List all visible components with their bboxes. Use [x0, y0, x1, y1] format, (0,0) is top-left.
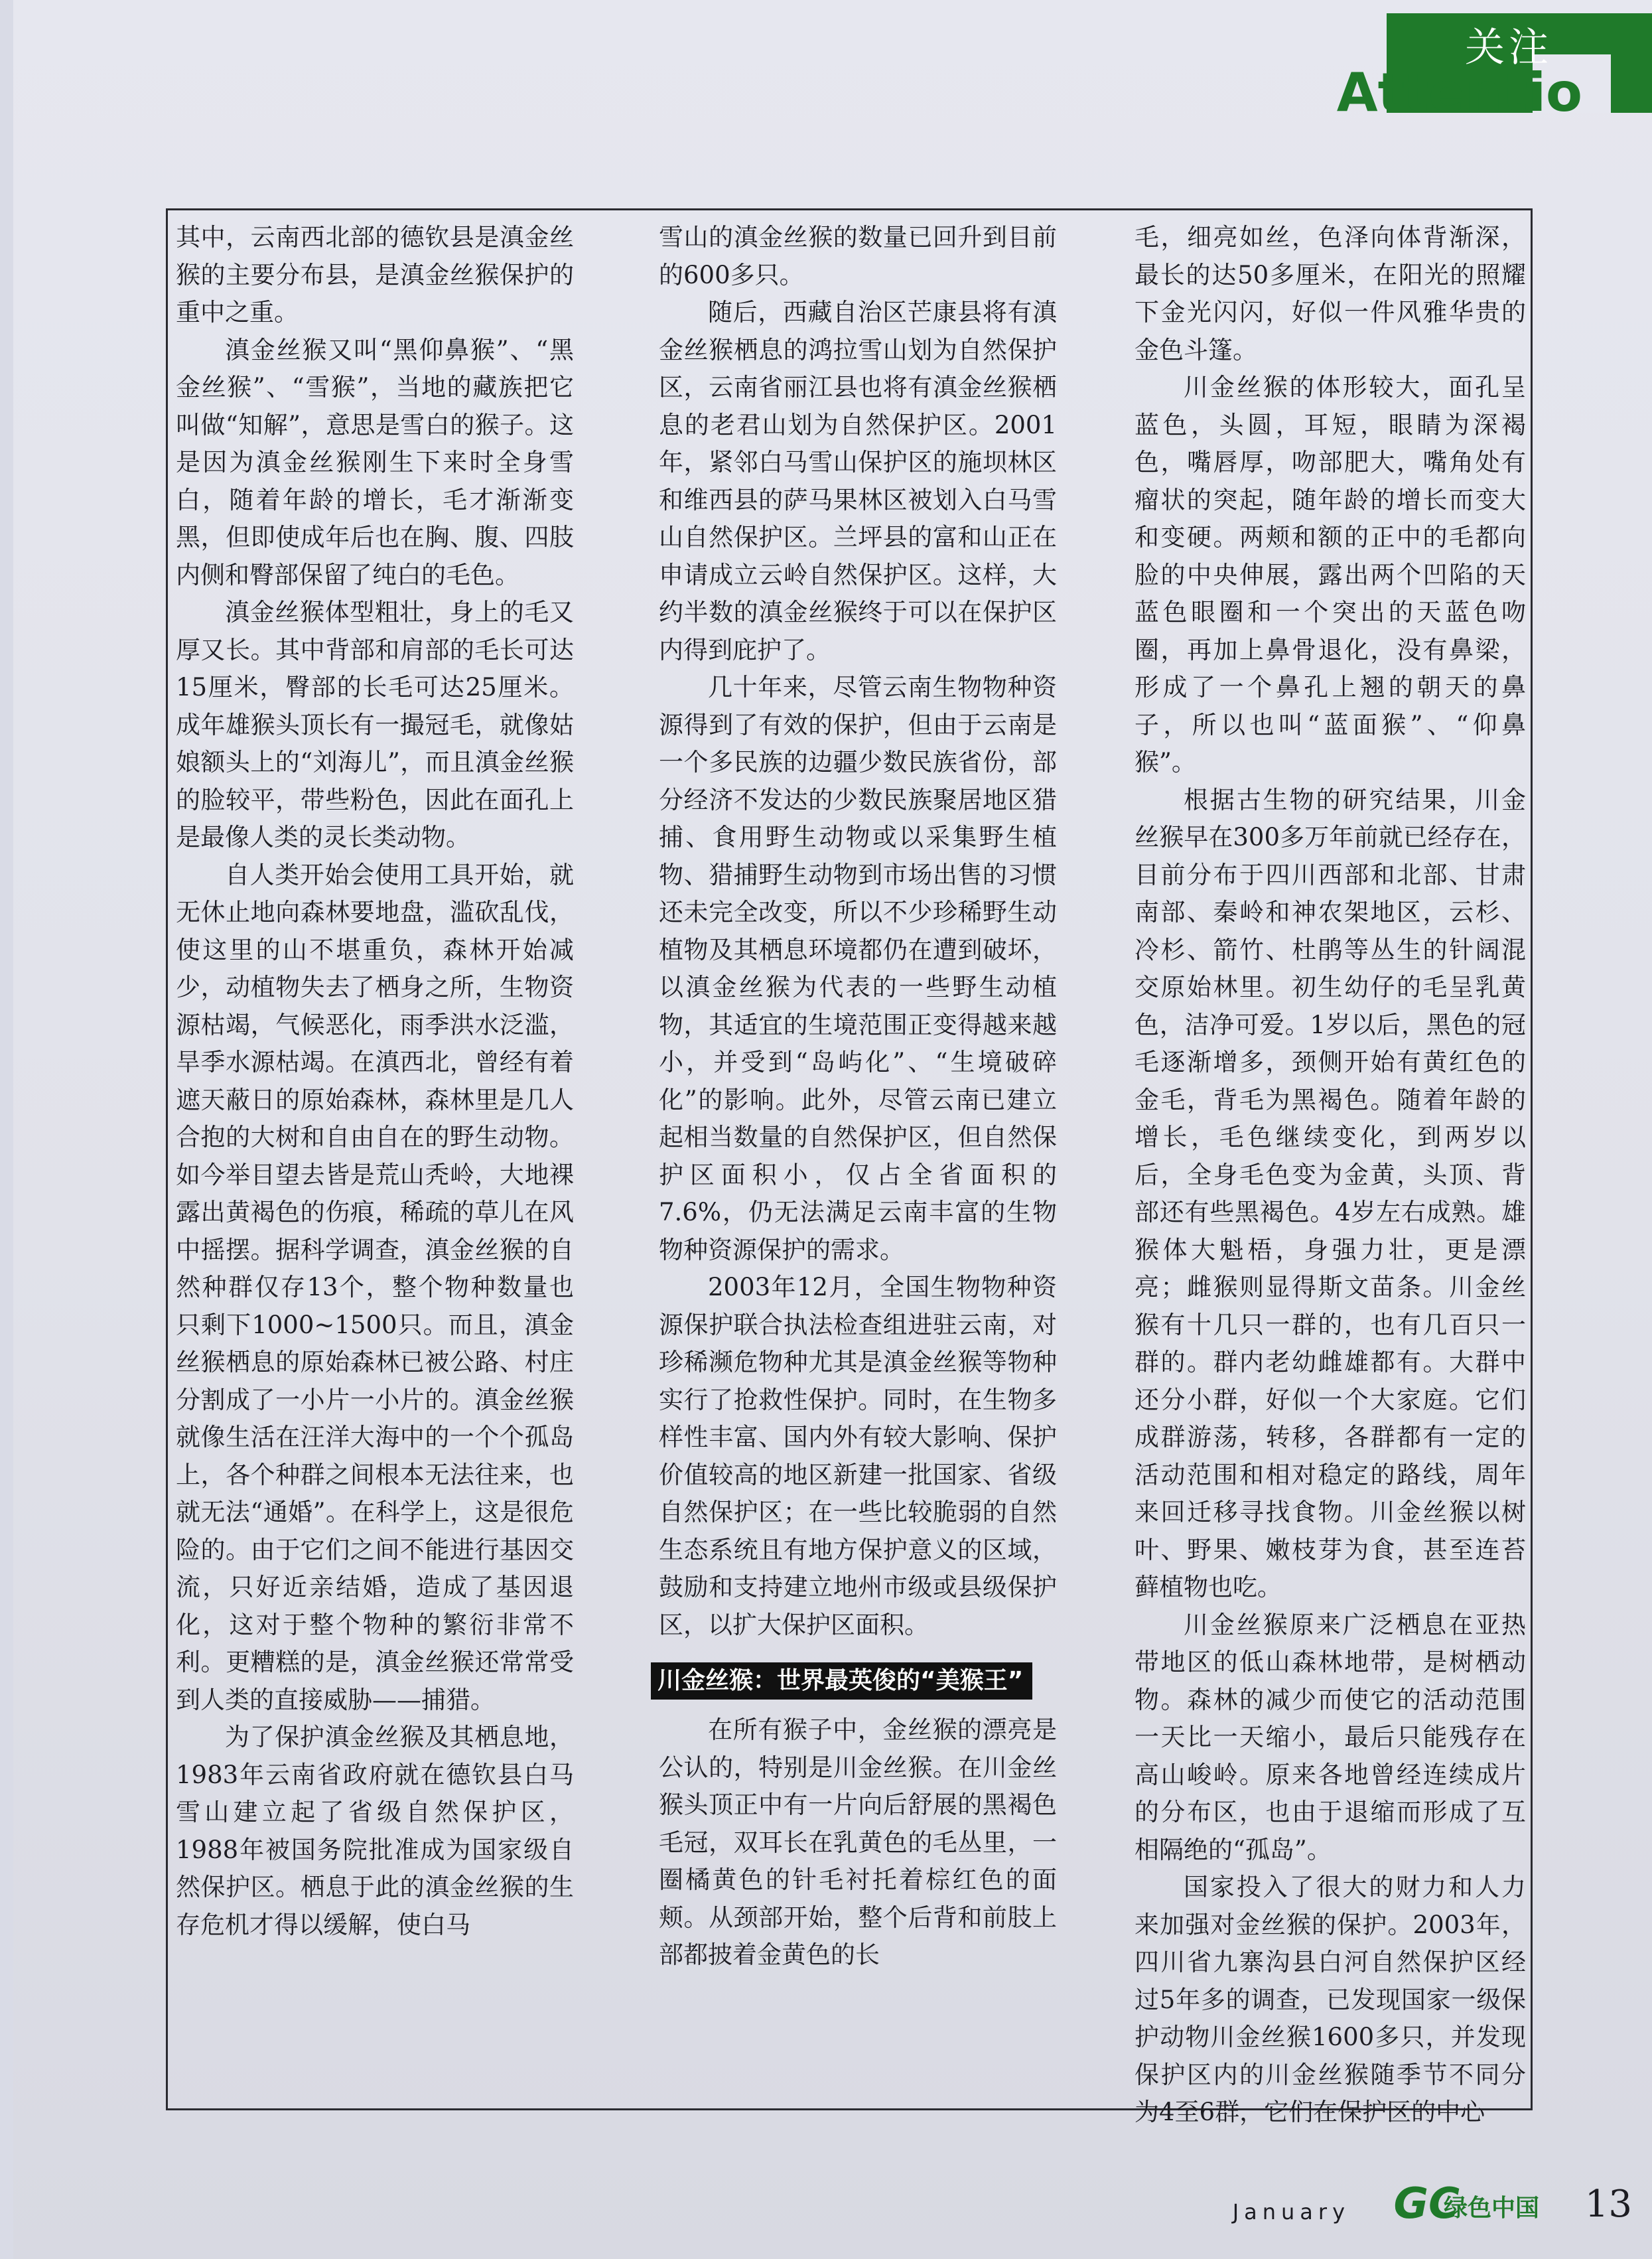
- article-column-1: [176, 219, 574, 1944]
- paragraph: 在所有猴子中，金丝猴的漂亮是公认的，特别是川金丝猴。在川金丝猴头顶正中有一片向后舒展的黑褐色毛冠，双耳长在乳黄色的毛丛里，一圈橘黄色的针毛衬托着棕红色的面颊。从颈部开始，整个后背和前肢上部都披着金黄色的长: [659, 1715, 1057, 1969]
- section-tag: [1336, 13, 1652, 123]
- paragraph: 雪山的滇金丝猴的数量已回升到目前的600多只。: [659, 223, 1057, 289]
- section-tag-en: Attentio: [1336, 62, 1582, 123]
- magazine-logo: GC: [1393, 2179, 1460, 2228]
- paragraph: 川金丝猴的体形较大，面孔呈蓝色，头圆，耳短，眼睛为深褐色，嘴唇厚，吻部肥大，嘴角处有瘤状的突起，随年龄的增长而变大和变硬。两颊和额的正中的毛都向脸的中央伸展，露出两个凹陷的天蓝色眼圈和一个突出的天蓝色吻圈，再加上鼻骨退化，没有鼻梁，形成了一个鼻孔上翘的朝天的鼻子，所以也叫“蓝面猴”、“仰鼻猴”。: [1135, 373, 1526, 776]
- paragraph: 根据古生物的研究结果，川金丝猴早在300多万年前就已经存在，目前分布于四川西部和北部、甘肃南部、秦岭和神农架地区，云杉、冷杉、箭竹、杜鹃等丛生的针阔混交原始林里。初生幼仔的毛呈乳黄色，洁净可爱。1岁以后，黑色的冠毛逐渐增多，颈侧开始有黄红色的金毛，背毛为黑褐色。随着年龄的增长，毛色继续变化，到两岁以后，全身毛色变为金黄，头顶、背部还有些黑褐色。4岁左右成熟。雄猴体大魁梧，身强力壮，更是漂亮；雌猴则显得斯文苗条。川金丝猴有十几只一群的，也有几百只一群的。群内老幼雌雄都有。大群中还分小群，好似一个大家庭。它们成群游荡，转移，各群都有一定的活动范围和相对稳定的路线，周年来回迁移寻找食物。川金丝猴以树叶、野果、嫩枝芽为食，甚至连苔藓植物也吃。: [1135, 785, 1526, 1601]
- paragraph: 毛，细亮如丝，色泽向体背渐深，最长的达50多厘米，在阳光的照耀下金光闪闪，好似一件风雅华贵的金色斗篷。: [1135, 223, 1526, 364]
- page-number: 13: [1584, 2183, 1632, 2226]
- magazine-name: 绿色中国: [1443, 2195, 1539, 2222]
- section-heading: 川金丝猴：世界最英俊的“美猴王”: [651, 1662, 1032, 1700]
- paragraph: 自人类开始会使用工具开始，就无休止地向森林要地盘，滥砍乱伐，使这里的山不堪重负，森林开始减少，动植物失去了栖身之所，生物资源枯竭，气候恶化，雨季洪水泛滥，旱季水源枯竭。在滇西北，曾经有着遮天蔽日的原始森林，森林里是几人合抱的大树和自由自在的野生动物。如今举目望去皆是荒山秃岭，大地裸露出黄褐色的伤痕，稀疏的草儿在风中摇摆。据科学调查，滇金丝猴的自然种群仅存13个，整个物种数量也只剩下1000~1500只。而且，滇金丝猴栖息的原始森林已被公路、村庄分割成了一小片一小片的。滇金丝猴就像生活在汪洋大海中的一个个孤岛上，各个种群之间根本无法往来，也就无法“通婚”。在科学上，这是很危险的。由于它们之间不能进行基因交流，只好近亲结婚，造成了基因退化，这对于整个物种的繁衍非常不利。更糟糕的是，滇金丝猴还常常受到人类的直接威胁——捕猎。: [176, 860, 574, 1714]
- article-column-3: [1135, 219, 1526, 2132]
- article-column-2: [659, 219, 1057, 1974]
- page-footer: [1042, 2159, 1639, 2232]
- paragraph: 为了保护滇金丝猴及其栖息地，1983年云南省政府就在德钦县白马雪山建立起了省级自然保护区，1988年被国务院批准成为国家级自然保护区。栖息于此的滇金丝猴的生存危机才得以缓解，使白马: [176, 1723, 574, 1939]
- section-tag-cn: 关注: [1465, 25, 1552, 71]
- paragraph: 2003年12月，全国生物物种资源保护联合执法检查组进驻云南，对珍稀濒危物种尤其是滇金丝猴等物种实行了抢救性保护。同时，在生物多样性丰富、国内外有较大影响、保护价值较高的地区新建一批国家、省级自然保护区；在一些比较脆弱的自然生态系统且有地方保护意义的区域，鼓励和支持建立地州市级或县级保护区，以扩大保护区面积。: [659, 1273, 1057, 1639]
- paragraph: 川金丝猴原来广泛栖息在亚热带地区的低山森林地带，是树栖动物。森林的减少而使它的活动范围一天比一天缩小，最后只能残存在高山峻岭。原来各地曾经连续成片的分布区，也由于退缩而形成了互相隔绝的“孤岛”。: [1135, 1610, 1526, 1864]
- paragraph: 国家投入了很大的财力和人力来加强对金丝猴的保护。2003年，四川省九寨沟县白河自然保护区经过5年多的调查，已发现国家一级保护动物川金丝猴1600多只，并发现保护区内的川金丝猴随季节不同分为4至6群，它们在保护区的中心: [1135, 1873, 1526, 2126]
- footer-month: January: [1232, 2199, 1350, 2224]
- paragraph: 其中，云南西北部的德钦县是滇金丝猴的主要分布县，是滇金丝猴保护的重中之重。: [176, 223, 574, 327]
- paragraph: 几十年来，尽管云南生物物种资源得到了有效的保护，但由于云南是一个多民族的边疆少数民族省份，部分经济不发达的少数民族聚居地区猎捕、食用野生动物或以采集野生植物、猎捕野生动物到市场出售的习惯还未完全改变，所以不少珍稀野生动植物及其栖息环境都仍在遭到破坏，以滇金丝猴为代表的一些野生动植物，其适宜的生境范围正变得越来越小，并受到“岛屿化”、“生境破碎化”的影响。此外，尽管云南已建立起相当数量的自然保护区，但自然保护区面积小，仅占全省面积的7.6%，仍无法满足云南丰富的生物物种资源保护的需求。: [659, 673, 1057, 1264]
- paragraph: 滇金丝猴体型粗壮，身上的毛又厚又长。其中背部和肩部的毛长可达15厘米，臀部的长毛可达25厘米。成年雄猴头顶长有一撮冠毛，就像姑娘额头上的“刘海儿”，而且滇金丝猴的脸较平，带些粉色，因此在面孔上是最像人类的灵长类动物。: [176, 598, 574, 851]
- paragraph: 滇金丝猴又叫“黑仰鼻猴”、“黑金丝猴”、“雪猴”，当地的藏族把它叫做“知解”，意思是雪白的猴子。这是因为滇金丝猴刚生下来时全身雪白，随着年龄的增长，毛才渐渐变黑，但即使成年后也在胸、腹、四肢内侧和臀部保留了纯白的毛色。: [176, 335, 574, 589]
- paragraph: 随后，西藏自治区芒康县将有滇金丝猴栖息的鸿拉雪山划为自然保护区，云南省丽江县也将有滇金丝猴栖息的老君山划为自然保护区。2001年，紧邻白马雪山保护区的施坝林区和维西县的萨马果林区被划入白马雪山自然保护区。兰坪县的富和山正在申请成立云岭自然保护区。这样，大约半数的滇金丝猴终于可以在保护区内得到庇护了。: [659, 298, 1057, 664]
